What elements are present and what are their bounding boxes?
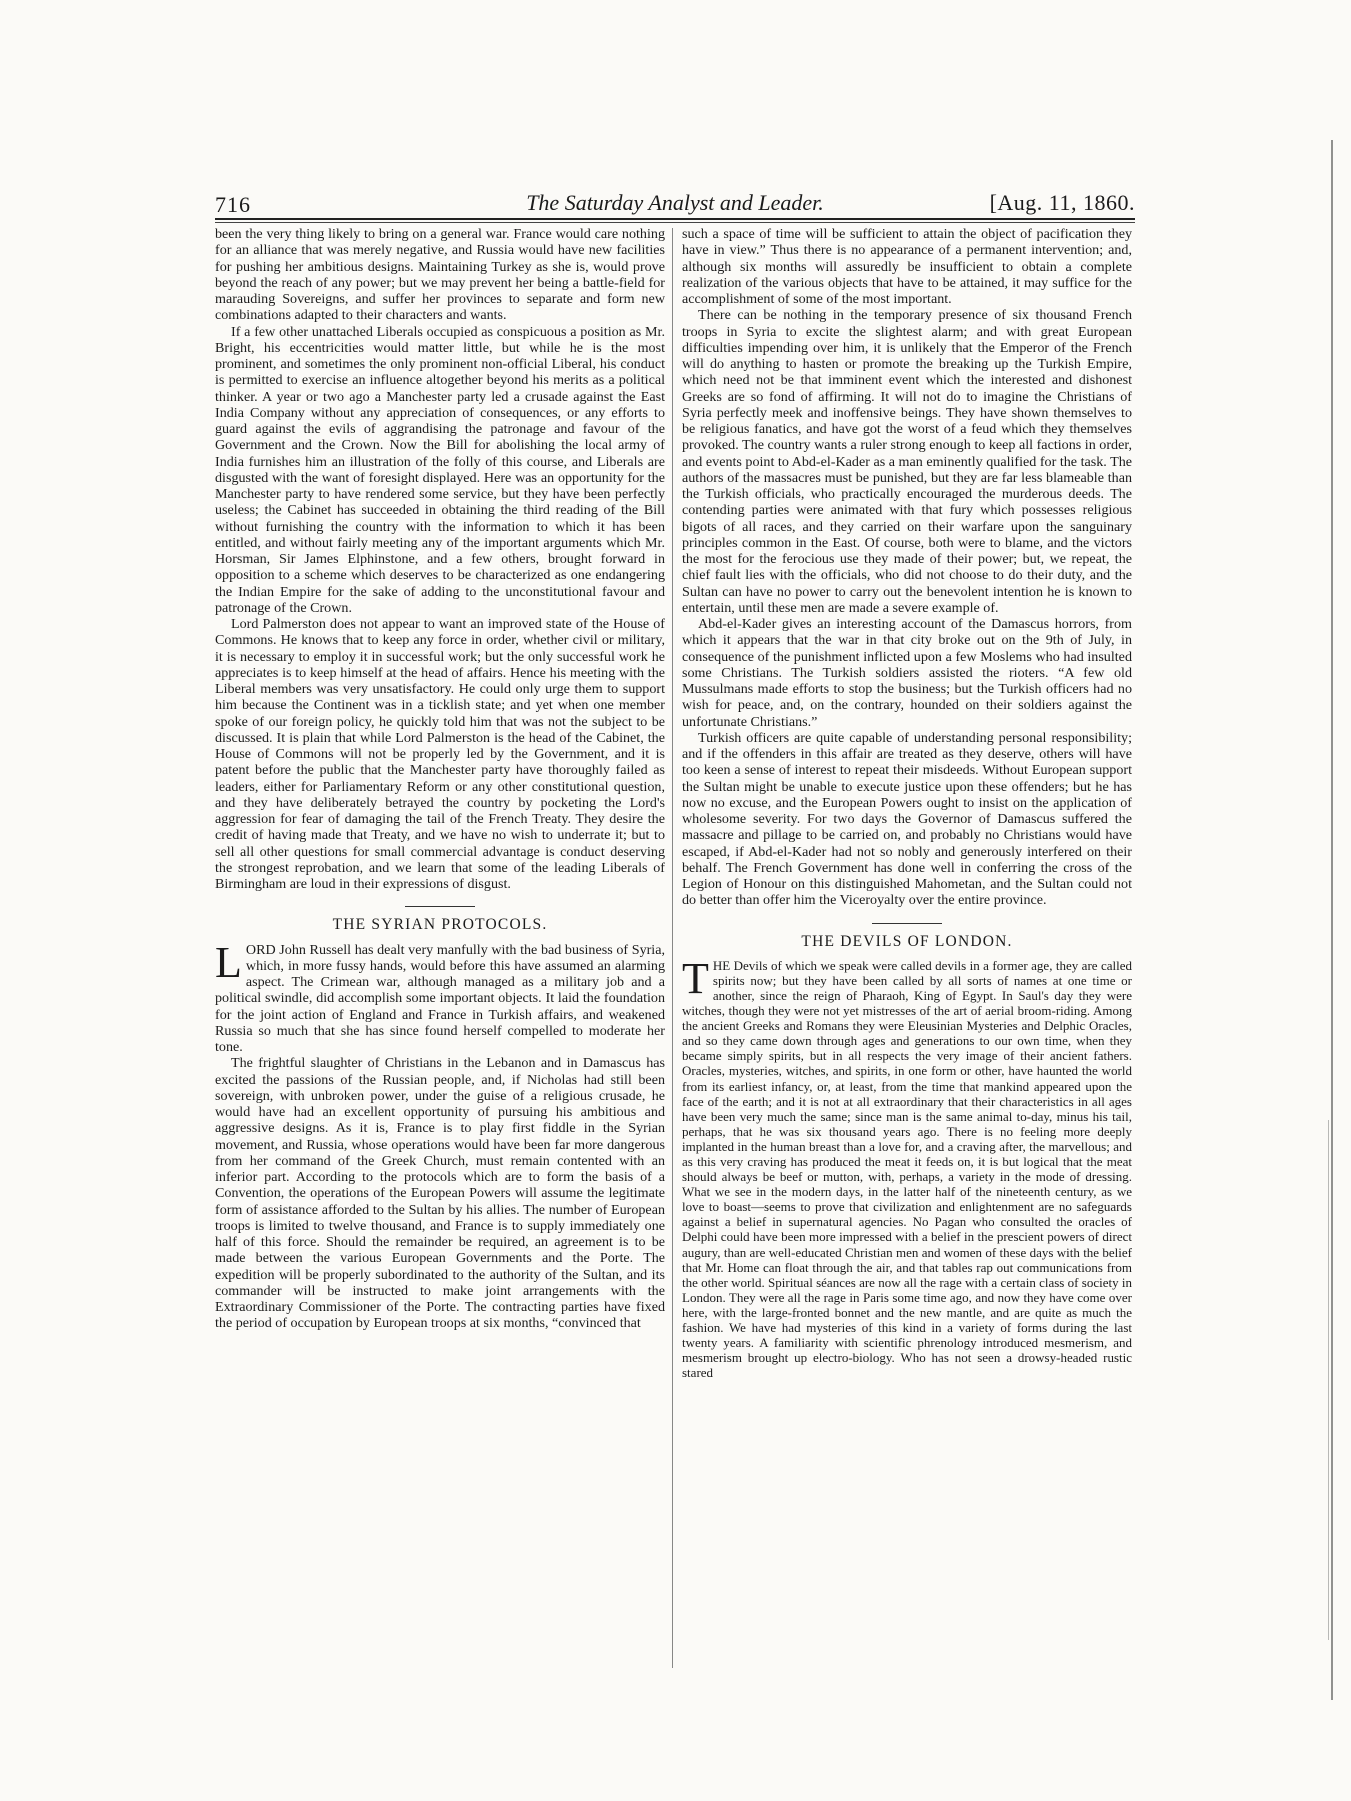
paragraph: Turkish officers are quite capable of understanding personal responsibility; and if the offenders in this affair are treated as they deserve, others will have too keen a sense of interest to repeat their misdeeds. Without European support the Sultan might be unable to execute justice upon these offenders; but he has now no excuse, and the European Powers ought to insist on the application of wholesome severity. For two days the Governor of Damascus suffered the massacre and pillage to be carried on, and probably no Christians would have escaped, if Abd-el-Kader had not so nobly and generously interfered on their behalf. The French Government has done well in conferring the cross of the Legion of Honour on this distinguished Mahometan, and the Sultan could not do better than offer him the Viceroyalty over the entire province. — [682, 729, 1132, 909]
page-number: 716 — [215, 192, 251, 217]
section-title: THE DEVILS OF LONDON. — [801, 932, 1013, 950]
section-heading-syrian-protocols — [215, 906, 665, 933]
page-edge-line — [1331, 140, 1333, 1700]
header-rule — [215, 218, 1135, 220]
section-title: THE SYRIAN PROTOCOLS. — [332, 916, 548, 934]
publication-title: The Saturday Analyst and Leader. — [526, 190, 824, 215]
paragraph — [682, 953, 1132, 1381]
paragraph: Abd-el-Kader gives an interesting account of the Damascus horrors, from which it appears that the war in that city broke out on the 9th of July, in consequence of the punishment inflicted upon a few Moslems who had insulted some Christians. The Turkish soldiers assisted the rioters. “A few old Mussulmans made efforts to stop the business; but the Turkish officers had no wish for peace, and, on the contrary, hounded on their soldiers against the unfortunate Christians.” — [682, 616, 1132, 730]
paragraph: The frightful slaughter of Christians in the Lebanon and in Damascus has excited the passions of the Russian people, and, if Nicholas had still been sovereign, with unbroken power, under the guise of a religious crusade, he would have had an excellent opportunity of pursuing his ambitious and aggressive designs. As it is, France is to play first fiddle in the Syrian movement, and Russia, whose operations would have been far more dangerous from her command of the Greek Church, must remain contented with an inferior part. According to the protocols which are to form the basis of a Convention, the operations of the European Powers will assume the legitimate form of assistance afforded to the Sultan by his allies. The number of European troops is limited to twelve thousand, and France is to supply immediately one half of this force. Should the remainder be required, an agreement is to be made between the various European Governments and the Porte. The expedition will be properly subordinated to the authority of the Sultan, and its commander will be instructed to make joint arrangements with the Extraordinary Commissioner of the Porte. The contracting parties have fixed the period of occupation by European troops at six months, “convinced that — [215, 1055, 665, 1332]
page-header — [215, 188, 1135, 218]
drop-cap: T — [682, 953, 709, 1003]
paragraph: Lord Palmerston does not appear to want an improved state of the House of Commons. He knows that to keep any force in order, whether civil or military, it is necessary to employ it in successful work; but the only successful work he appreciates is to keep himself at the head of affairs. Hence his meeting with the Liberal members was very unsatisfactory. He could only urge them to support him because the Continent was in a ticklish state; and yet when one member spoke of our foreign policy, he quickly told him that was not the subject to be discussed. It is plain that while Lord Palmerston is the head of the Cabinet, the House of Commons will not be properly led by the Government, and it is patent before the public that the Manchester party have thoroughly failed as leaders, either for Parliamentary Reform or any other constitutional question, and they have deliberately betrayed the country by pocketing the Lord's aggression for fear of damaging the tail of the French Treaty. They desire the credit of having made that Treaty, and we have no wish to underrate it; but to sell all other questions for small commercial advantage is conduct deserving the strongest reprobation, and we learn that some of the leading Liberals of Birmingham are loud in their expressions of disgust. — [215, 616, 665, 892]
section-heading-devils-of-london — [682, 923, 1132, 950]
section-rule — [405, 906, 475, 907]
column-divider — [672, 228, 673, 1668]
paragraph: If a few other unattached Liberals occupied as conspicuous a position as Mr. Bright, his eccentricities would matter little, but while he is the most prominent, and sometimes the only prominent non-official Liberal, his conduct is permitted to exercise an influence altogether beyond his merits as a political thinker. A year or two ago a Manchester party led a crusade against the East India Company without any appreciation of consequences, or any efforts to guard against the evils of aggrandising the patronage and favour of the Government and the Crown. Now the Bill for abolishing the local army of India furnishes him an illustration of the folly of this course, and Liberals are disgusted with the want of foresight displayed. Here was an opportunity for the Manchester party to have rendered some service, but they have been perfectly useless; the Cabinet has succeeded in obtaining the third reading of the Bill without furnishing the country with the information to which it has been entitled, and without fairly meeting any of the important arguments which Mr. Horsman, Sir James Elphinstone, and a few others, brought forward in opposition to a scheme which deserves to be characterized as one endangering the Indian Empire for the sake of adding to the unconstitutional favour and patronage of the Crown. — [215, 323, 665, 616]
paragraph: been the very thing likely to bring on a general war. France would care nothing for an alliance that was merely negative, and Russia would have new facilities for pushing her ambitious designs. Maintaining Turkey as she is, would prove beyond the reach of any power; but we may prevent her being a battle-field for marauding Sovereigns, and suffer her provinces to separate and form new combinations adapted to their characters and wants. — [215, 226, 665, 324]
right-column — [682, 226, 1132, 1380]
header-rule — [215, 222, 1135, 223]
paragraph — [215, 937, 665, 1056]
devils-article-body — [682, 953, 1132, 1381]
paragraph-text: HE Devils of which we speak were called devils in a former age, they are called spirits now; but they have been called by all sorts of names at one time or another, since the reign of Pharaoh, King of Egypt. In Saul's day they were witches, though they were not yet mistresses of the art of aerial broom-riding. Among the ancient Greeks and Romans they were Eleusinian Mysteries and Delphic Oracles, and so they came down through ages and generations to our own time, when they became simply spirits, but in all respects the very image of their ancient fathers. Oracles, mysteries, witches, and spirits, in one form or other, have haunted the world from its earliest infancy, or, at least, from the time that mankind appeared upon the face of the earth; and it is not at all extraordinary that their characteristics in all ages have been very much the same; since man is the same animal to-day, minus his tail, perhaps, that he was six thousand years ago. There is no feeling more deeply implanted in the human breast than a love for, and a craving after, the marvellous; and as this very craving has produced the meat it feeds on, it is but logical that the meat should always be beef or mutton, with, perhaps, a variety in the mode of dressing. What we see in the modern days, in the latter half of the nineteenth century, as we love to boast—seems to prove that civilization and enlightenment are no safeguards against a belief in supernatural agencies. No Pagan who consulted the oracles of Delphi could have been more impressed with a belief in the prescient powers of direct augury, than are well-educated Christian men and women of these days with the belief that Mr. Home can float through the air, and that tables rap out communications from the other world. Spiritual séances are now all the rage with a certain class of society in London. They were all the rage in Paris some time ago, and now they have come over here, with the large-fronted bonnet and the new mantle, and are quite as much the fashion. We have had mysteries of this kind in a variety of forms during the last twenty years. A familiarity with scientific phrenology introduced mesmerism, and mesmerism brought up electro-biology. Who has not seen a drowsy-headed rustic stared — [682, 957, 1132, 1381]
issue-date: [Aug. 11, 1860. — [989, 190, 1135, 215]
section-rule — [872, 923, 942, 924]
paragraph: such a space of time will be sufficient to attain the object of pacification they have in view.” Thus there is no appearance of a permanent intervention; and, although six months will assuredly be insufficient to obtain a complete realization of the various objects that have to be attained, it may suffice for the accomplishment of some of the most important. — [682, 226, 1132, 307]
page-edge-line — [1328, 1120, 1329, 1640]
left-column — [215, 226, 665, 1332]
paragraph-text: ORD John Russell has dealt very manfully with the bad business of Syria, which, in more fussy hands, would before this have assumed an alarming aspect. The Crimean war, although managed as a military job and a political swindle, did accomplish some important objects. It laid the foundation for the joint action of England and France in Turkish affairs, and weakened Russia so much that she has since found herself compelled to moderate her tone. — [215, 941, 665, 1055]
paragraph: There can be nothing in the temporary presence of six thousand French troops in Syria to excite the slightest alarm; and with great European difficulties impending over him, it is unlikely that the Emperor of the French will do anything to hasten or promote the breaking up the Turkish Empire, which need not be that imminent event which the interested and dishonest Greeks are so fond of affirming. It will not do to imagine the Christians of Syria perfectly meek and inoffensive beings. They have shown themselves to be religious fanatics, and have got the worst of a feud which they themselves provoked. The country wants a ruler strong enough to keep all factions in order, and events point to Abd-el-Kader as a man eminently qualified for the task. The authors of the massacres must be punished, but they are far less blameable than the Turkish officials, who practically encouraged the murderous deeds. The contending parties were animated with that fury which possesses religious bigots of all races, and they carried on their warfare upon the sanguinary principles common in the East. Of course, both were to blame, and the victors the most for the ferocious use they made of their power; but, we repeat, the chief fault lies with the officials, who did not choose to do their duty, and the Sultan can have no power to carry out the benevolent intention he is known to entertain, until these men are made a severe example of. — [682, 307, 1132, 616]
drop-cap: L — [215, 937, 242, 987]
